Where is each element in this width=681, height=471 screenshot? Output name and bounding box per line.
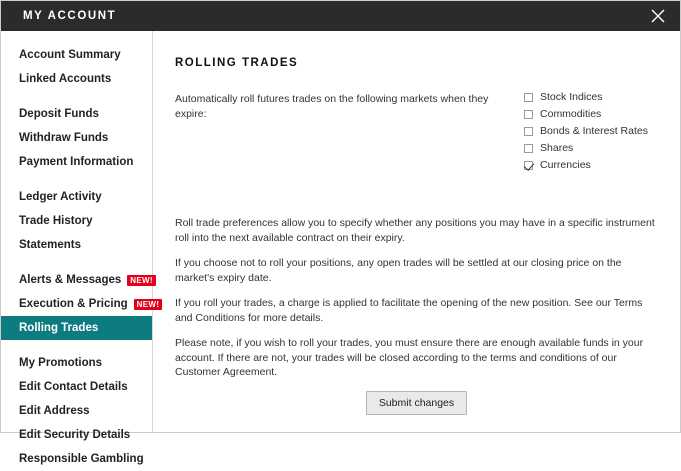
sidebar-item-label: Account Summary [19,49,121,61]
sidebar-item-label: Edit Security Details [19,429,131,441]
checkbox-bonds-interest-rates[interactable] [524,127,533,136]
sidebar-item-label: Responsible Gambling [19,453,144,465]
checkbox-currencies[interactable] [524,161,533,170]
info-paragraphs [175,216,658,391]
sidebar-item-label: Rolling Trades [19,322,99,334]
sidebar-item-label: Statements [19,239,81,251]
sidebar-item-label: Edit Address [19,405,90,417]
sidebar-item-label: Ledger Activity [19,191,102,203]
sidebar-item-label: Payment Information [19,156,134,168]
sidebar [1,31,160,465]
intro-text: Automatically roll futures trades on the following markets when they expire: [175,93,489,120]
sidebar-item-payment-information[interactable] [1,150,152,174]
badge-new: NEW! [127,275,156,286]
checkbox-label: Bonds & Interest Rates [540,125,648,137]
sidebar-item-label: Deposit Funds [19,108,99,120]
sidebar-item-label: Linked Accounts [19,73,112,85]
markets-section [175,91,658,176]
checkbox-row-bonds-interest-rates[interactable] [524,125,648,138]
sidebar-group-activity [1,185,152,257]
main-content [153,31,680,432]
window-titlebar [1,1,680,31]
page-title: ROLLING TRADES [175,57,299,69]
checkbox-row-shares[interactable] [524,142,648,155]
sidebar-group-profile [1,351,152,471]
sidebar-group-account [1,43,152,91]
window-body [1,31,680,465]
paragraph-roll-preferences: Roll trade preferences allow you to specify whether any positions you may have in a specific instrument roll into the next available contract on their expiry. [175,217,655,244]
checkbox-row-commodities[interactable] [524,108,648,121]
sidebar-item-execution-pricing[interactable] [1,292,160,316]
sidebar-item-label: Execution & Pricing [19,298,128,310]
sidebar-item-account-summary[interactable] [1,43,152,67]
sidebar-item-deposit-funds[interactable] [1,102,152,126]
paragraph-no-roll: If you choose not to roll your positions, any open trades will be settled at our closing price on the market's expiry date. [175,257,622,284]
submit-area [175,391,658,433]
sidebar-item-rolling-trades[interactable] [1,316,152,340]
paragraph-charges: If you roll your trades, a charge is applied to facilitate the opening of the new position. See our Terms and Conditions for more details. [175,297,643,324]
sidebar-item-edit-address[interactable] [1,399,152,423]
checkbox-commodities[interactable] [524,110,533,119]
checkbox-label: Currencies [540,159,591,171]
window-title: MY ACCOUNT [23,10,117,22]
sidebar-item-withdraw-funds[interactable] [1,126,152,150]
sidebar-item-edit-security-details[interactable] [1,423,152,447]
markets-checkbox-group [524,91,658,176]
sidebar-item-label: My Promotions [19,357,103,369]
sidebar-item-label: Trade History [19,215,93,227]
close-icon[interactable] [646,4,670,28]
checkbox-row-stock-indices[interactable] [524,91,648,104]
sidebar-item-alerts-messages[interactable] [1,268,152,292]
sidebar-item-linked-accounts[interactable] [1,67,152,91]
checkbox-shares[interactable] [524,144,533,153]
sidebar-group-funds [1,102,152,174]
checkbox-row-currencies[interactable] [524,159,648,172]
submit-changes-button[interactable]: Submit changes [366,391,467,415]
sidebar-item-my-promotions[interactable] [1,351,152,375]
sidebar-item-edit-contact-details[interactable] [1,375,152,399]
checkbox-label: Commodities [540,108,602,120]
badge-new: NEW! [134,299,163,310]
sidebar-item-responsible-gambling[interactable] [1,447,152,471]
paragraph-funds-note: Please note, if you wish to roll your trades, you must ensure there are enough available funds in your account. If there are not, your trades will be closed according to the terms and conditions of our Customer Agreement. [175,337,644,378]
checkbox-label: Shares [540,142,574,154]
sidebar-item-statements[interactable] [1,233,152,257]
checkbox-label: Stock Indices [540,91,603,103]
sidebar-item-label: Edit Contact Details [19,381,128,393]
sidebar-item-label: Withdraw Funds [19,132,109,144]
sidebar-item-label: Alerts & Messages [19,274,122,286]
sidebar-item-trade-history[interactable] [1,209,152,233]
sidebar-item-ledger-activity[interactable] [1,185,152,209]
checkbox-stock-indices[interactable] [524,93,533,102]
sidebar-group-trading [1,268,160,340]
